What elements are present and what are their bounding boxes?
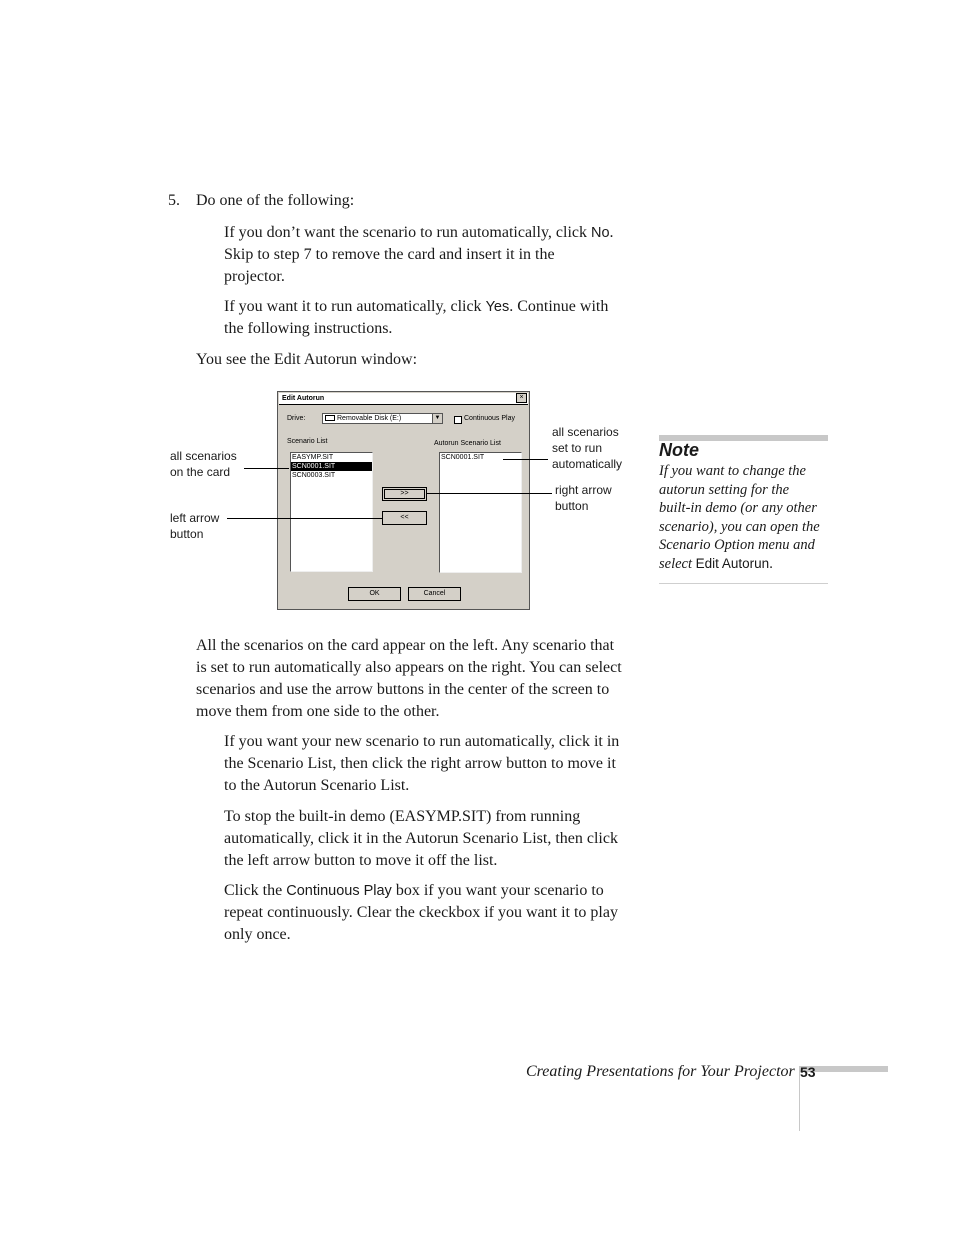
callout-auto-line1: all scenarios	[552, 425, 619, 439]
drive-label: Drive:	[287, 415, 306, 422]
callout-right-line2: button	[555, 499, 589, 513]
callout-card-line1: all scenarios	[170, 449, 237, 463]
note-heading: Note	[659, 440, 699, 460]
callout-auto-leader	[503, 459, 548, 460]
intro-text: You see the Edit Autorun window:	[196, 351, 418, 368]
bullet-click-post: box if you want your scenario to	[391, 882, 604, 899]
step-text: Do one of the following:	[196, 192, 355, 209]
bullet-line: automatically, click it in the Autorun Scenario List, then click	[224, 830, 618, 847]
bullet-continuous	[224, 880, 618, 946]
callout-card-line2: on the card	[170, 465, 231, 479]
page-number: 53	[800, 1064, 816, 1080]
list-item[interactable]: EASYMP.SIT	[292, 454, 334, 461]
list-item[interactable]: SCN0001.SIT	[441, 454, 485, 461]
continuous-play-ui-label: Continuous Play	[286, 883, 392, 899]
body-line: move them from one side to the other.	[196, 703, 440, 720]
dialog-title: Edit Autorun	[279, 393, 528, 405]
note-line: scenario), you can open the	[659, 518, 820, 535]
callout-left-leader	[227, 518, 382, 519]
list-item[interactable]: SCN0003.SIT	[292, 472, 336, 479]
bullet-yes-text: If you want it to run automatically, click	[224, 298, 486, 315]
callout-left-line1: left arrow	[170, 511, 220, 525]
left-arrow-button[interactable]: <<	[382, 511, 427, 525]
autorun-scenario-list[interactable]	[439, 452, 522, 573]
callout-right-leader	[426, 493, 552, 494]
autorun-list-label: Autorun Scenario List	[434, 440, 501, 447]
note-line: select	[659, 555, 696, 572]
edit-autorun-dialog	[277, 391, 530, 610]
drive-select[interactable]	[322, 413, 443, 424]
bullet-line: only once.	[224, 926, 291, 943]
body-line: is set to run automatically also appears on the right. You can select	[196, 659, 622, 676]
edit-autorun-ui-label: Edit Autorun	[695, 555, 770, 571]
note-line: If you want to change the	[659, 463, 806, 479]
callout-left-arrow	[170, 510, 219, 542]
bullet-line: the left arrow button to move it off the list.	[224, 852, 498, 869]
callout-auto-line3: automatically	[552, 457, 623, 471]
bullet-stop-demo	[224, 806, 618, 872]
bullet-yes	[224, 296, 608, 318]
bullet-no-line3: projector.	[224, 268, 285, 285]
note-line: built-in demo (or any other	[659, 500, 817, 517]
callout-card	[170, 448, 237, 480]
step-number: 5.	[168, 192, 180, 209]
callout-autorun	[552, 424, 622, 472]
bullet-new-scenario	[224, 731, 619, 797]
note-line: Scenario Option menu and	[659, 537, 815, 554]
body-paragraph	[196, 635, 622, 723]
no-label: No	[591, 225, 610, 241]
drive-value: Removable Disk (E:)	[337, 415, 402, 422]
cancel-button[interactable]: Cancel	[408, 587, 461, 601]
continuous-play-checkbox[interactable]	[454, 416, 462, 424]
body-line: All the scenarios on the card appear on the left. Any scenario that	[196, 637, 615, 654]
bullet-yes-line2: the following instructions.	[224, 320, 393, 337]
footer-title: Creating Presentations for Your Projector	[526, 1063, 795, 1080]
yes-label: Yes	[485, 299, 510, 315]
bullet-no-punct: .	[609, 224, 614, 241]
callout-auto-line2: set to run	[552, 441, 603, 455]
scenario-list-label: Scenario List	[287, 438, 328, 445]
close-icon[interactable]: ×	[516, 393, 527, 403]
callout-right-line1: right arrow	[555, 483, 612, 497]
bullet-no-line2: Skip to step 7 to remove the card and insert it in the	[224, 246, 555, 263]
bullet-line: the Scenario List, then click the right arrow button to move it	[224, 755, 616, 772]
note-body	[659, 462, 820, 574]
bullet-line: to the Autorun Scenario List.	[224, 777, 410, 794]
callout-right-arrow	[555, 482, 612, 514]
bullet-line: repeat continuously. Clear the ckeckbox if you want it to play	[224, 904, 618, 921]
bullet-line: If you want your new scenario to run automatically, click it in	[224, 733, 620, 750]
continuous-play-label: Continuous Play	[464, 415, 515, 422]
list-item[interactable]: SCN0001.SIT	[291, 462, 372, 471]
callout-left-line2: button	[170, 527, 204, 541]
note-line: autorun setting for the	[659, 481, 790, 498]
bullet-no	[224, 222, 614, 244]
note-punct: .	[769, 555, 773, 572]
ok-button[interactable]: OK	[348, 587, 401, 601]
bullet-no-text: If you don’t want the scenario to run automatically, click	[224, 224, 591, 241]
note-divider	[659, 583, 828, 584]
bullet-line: To stop the built-in demo (EASYMP.SIT) from running	[224, 808, 581, 825]
right-arrow-button[interactable]: >>	[382, 487, 427, 501]
bullet-click-pre: Click the	[224, 882, 287, 899]
body-line: scenarios and use the arrow buttons in the center of the screen to	[196, 681, 610, 698]
callout-card-leader	[244, 468, 289, 469]
chevron-down-icon[interactable]: ▼	[432, 414, 442, 423]
bullet-yes-post: . Continue with	[509, 298, 609, 315]
drive-icon	[325, 415, 335, 421]
scenario-list[interactable]	[290, 452, 373, 572]
